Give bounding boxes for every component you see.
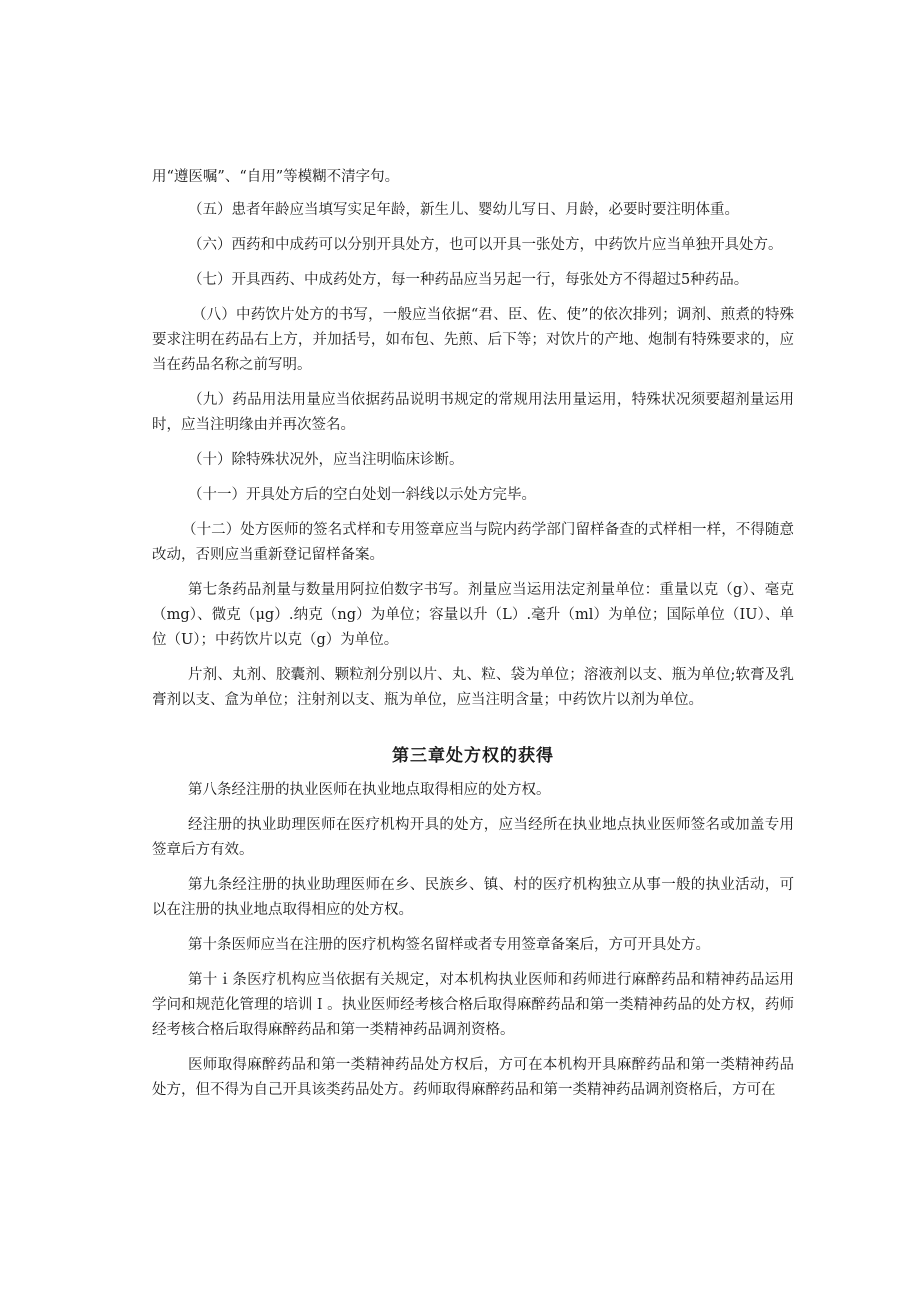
paragraph-article-8: 第八条经注册的执业医师在执业地点取得相应的处方权。 <box>188 782 551 798</box>
paragraph-article-9: 第九条经注册的执业助理医师在乡、民族乡、镇、村的医疗机构独立从事一般的执业活动，可以在注册的执业地点取得相应的处方权。 <box>152 877 794 918</box>
paragraph-article-8-assistant: 经注册的执业助理医师在医疗机构开具的处方，应当经所在执业地点执业医师签名或加盖专用签章后方有效。 <box>152 817 794 858</box>
paragraph-article-7-units: 片剂、丸剂、胶囊剂、颗粒剂分别以片、丸、粒、袋为单位；溶液剂以支、瓶为单位;软膏及乳膏剂以支、盒为单位；注射剂以支、瓶为单位，应当注明含量；中药饮片以剂为单位。 <box>152 667 794 708</box>
paragraph-article-11-physician: 医师取得麻醉药品和第一类精神药品处方权后，方可在本机构开具麻醉药品和第一类精神药品处方，但不得为自己开具该类药品处方。药师取得麻醉药品和第一类精神药品调剂资格后，方可在 <box>152 1057 794 1098</box>
paragraph-article-11: 第十ｉ条医疗机构应当依据有关规定，对本机构执业医师和药师进行麻醉药品和精神药品运用学问和规范化管理的培训Ｉ。执业医师经考核合格后取得麻醉药品和第一类精神药品的处方权，药师经考核合格后取得麻醉药品和第一类精神药品调剂资格。 <box>152 972 794 1038</box>
paragraph-item-8: （八）中药饮片处方的书写，一般应当依据“君、臣、佐、使”的依次排列；调剂、煎煮的特殊要求注明在药品右上方，并加括号，如布包、先煎、后下等；对饮片的产地、炮制有特殊要求的，应当在药品名称之前写明。 <box>152 307 794 373</box>
paragraph-item-11: （十一）开具处方后的空白处划一斜线以示处方完毕。 <box>188 487 536 503</box>
paragraph-item-10: （十）除特殊状况外，应当注明临床诊断。 <box>188 452 464 468</box>
paragraph-article-7: 第七条药品剂量与数量用阿拉伯数字书写。剂量应当运用法定剂量单位：重量以克（g）、毫克（mg）、微克（μg）.纳克（ng）为单位；容量以升（L）.毫升（ml）为单位；国际单位（IU）、单位（U）；中药饮片以克（g）为单位。 <box>152 582 794 648</box>
chapter-title: 第三章处方权的获得 <box>392 746 554 766</box>
paragraph-item-7: （七）开具西药、中成药处方，每一种药品应当另起一行，每张处方不得超过5种药品。 <box>188 272 749 288</box>
paragraph-item-12: （十二）处方医师的签名式样和专用签章应当与院内药学部门留样备查的式样相一样，不得随意改动，否则应当重新登记留样备案。 <box>152 522 794 563</box>
paragraph-item-9: （九）药品用法用量应当依据药品说明书规定的常规用法用量运用，特殊状况须要超剂量运用时，应当注明缘由并再次签名。 <box>152 392 794 433</box>
paragraph-continuation: 用“遵医嘱”、“自用”等模糊不清字句。 <box>152 169 400 185</box>
paragraph-item-6: （六）西药和中成药可以分别开具处方，也可以开具一张处方，中药饮片应当单独开具处方。 <box>188 237 783 253</box>
paragraph-article-10: 第十条医师应当在注册的医疗机构签名留样或者专用签章备案后，方可开具处方。 <box>188 937 710 953</box>
document-page <box>152 165 794 1113</box>
paragraph-item-5: （五）患者年龄应当填写实足年龄，新生儿、婴幼儿写日、月龄，必要时要注明体重。 <box>188 202 739 218</box>
